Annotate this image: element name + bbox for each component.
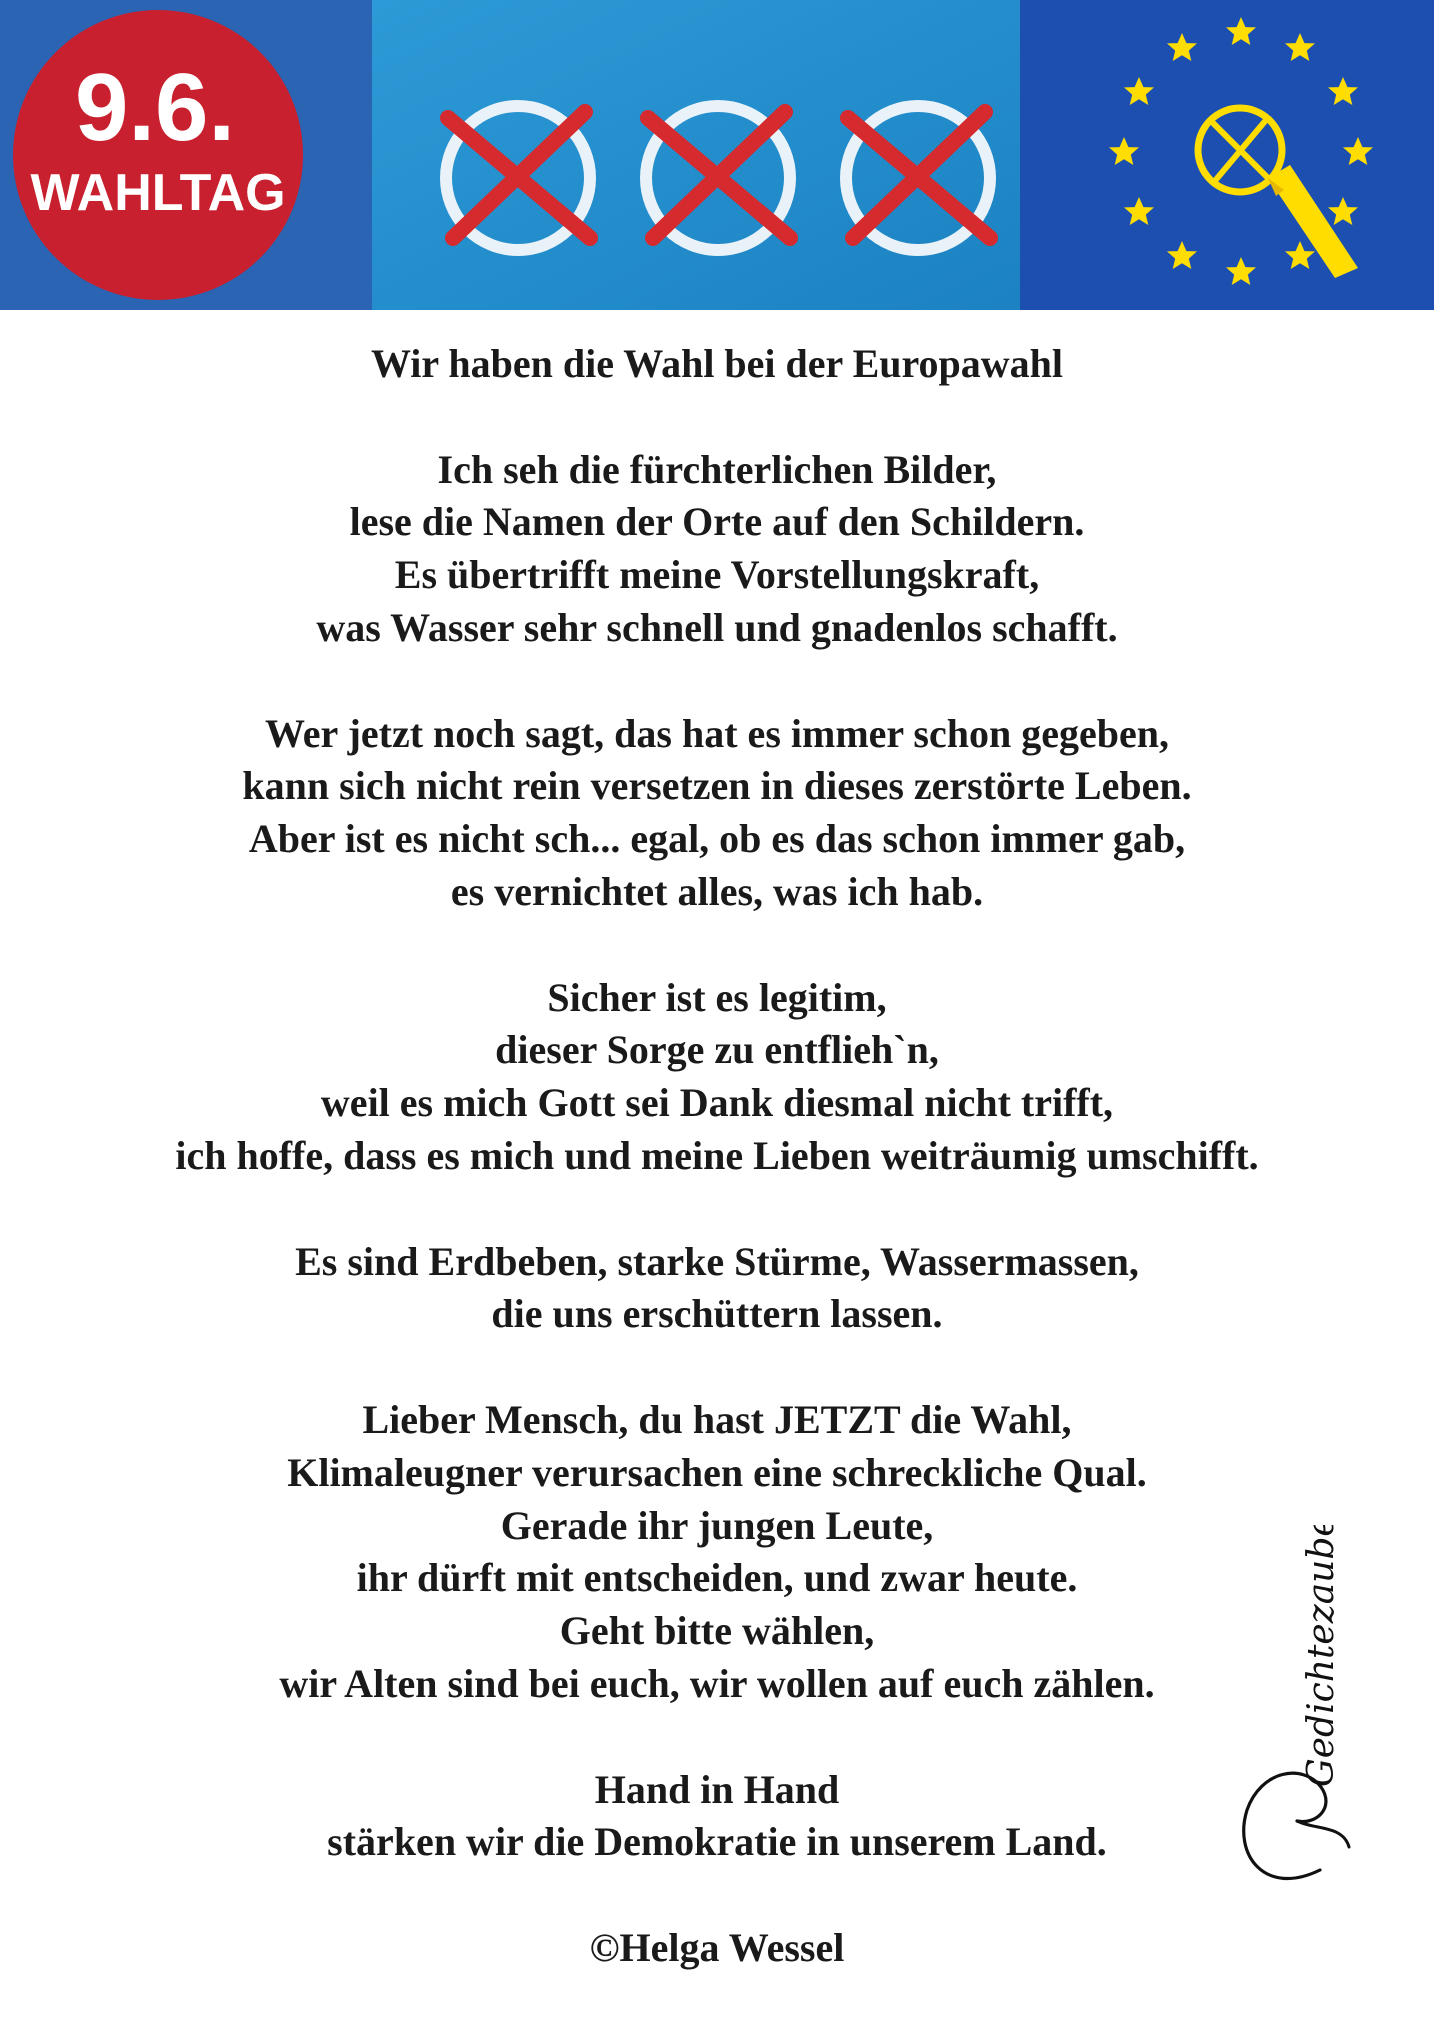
election-day-badge [13,10,303,300]
poem-line: lese die Namen der Orte auf den Schildern. [349,499,1085,545]
poem-line: weil es mich Gott sei Dank diesmal nicht trifft, [320,1080,1114,1126]
poem-line: wir Alten sind bei euch, wir wollen auf euch zählen. [279,1660,1155,1706]
poem-line: ich hoffe, dass es mich und meine Lieben weiträumig umschifft. [175,1132,1259,1178]
poem [0,338,1434,1975]
poem-line: es vernichtet alles, was ich hab. [450,868,984,914]
election-banner [0,0,1434,310]
poem-line: Es sind Erdbeben, starke Stürme, Wassermassen, [295,1238,1139,1284]
poem-line: ihr dürft mit entscheiden, und zwar heute. [356,1555,1078,1601]
badge-label: WAHLTAG [30,164,286,222]
badge-date: 9.6. [74,54,236,161]
poem-line: Sicher ist es legitim, [547,974,887,1020]
signature-text: Gedichtezauber [1301,1525,1342,1787]
poem-line: Wer jetzt noch sagt, das hat es immer schon gegeben, [265,710,1169,756]
poem-title: Wir haben die Wahl bei der Europawahl [370,341,1064,386]
poem-line: Klimaleugner verursachen eine schreckliche Qual. [287,1449,1147,1495]
poem-line: Geht bitte wählen, [559,1608,875,1654]
poem-line: Lieber Mensch, du hast JETZT die Wahl, [362,1396,1072,1442]
poem-line: kann sich nicht rein versetzen in dieses zerstörte Leben. [242,763,1192,809]
poem-line: Ich seh die fürchterlichen Bilder, [437,446,997,492]
poem-line: stärken wir die Demokratie in unserem Land. [327,1819,1107,1865]
poem-line: Es übertrifft meine Vorstellungskraft, [394,552,1040,598]
poem-line: Hand in Hand [594,1766,840,1812]
poem-line: dieser Sorge zu entflieh`n, [495,1027,939,1073]
poem-line: Gerade ihr jungen Leute, [500,1502,934,1548]
gedichtezauber-signature-logo [1225,1525,1375,1910]
poem-line: die uns erschüttern lassen. [491,1291,943,1337]
poem-line: Aber ist es nicht sch... egal, ob es das schon immer gab, [248,816,1186,862]
poem-line: was Wasser sehr schnell und gnadenlos schafft. [316,604,1118,650]
eu-panel-background [1020,0,1434,310]
author-credit: ©Helga Wessel [589,1924,845,1970]
